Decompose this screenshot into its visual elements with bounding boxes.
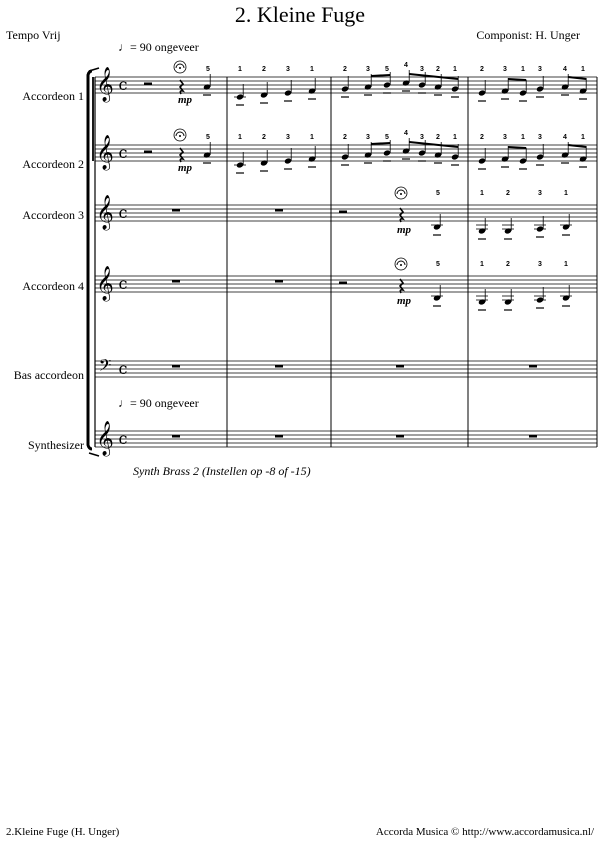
- treble-clef-icon: 𝄞: [96, 135, 114, 170]
- fingering-number: 3: [420, 66, 424, 73]
- dynamic-marking: mp: [396, 295, 412, 307]
- fingering-number: 5: [436, 261, 440, 268]
- fingering-number: 2: [480, 134, 484, 141]
- fingering-number: 2: [343, 134, 347, 141]
- beam: [508, 79, 526, 80]
- fingering-number: 1: [238, 134, 242, 141]
- fingering-number: 5: [385, 66, 389, 73]
- fingering-number: 5: [436, 190, 440, 197]
- fingering-number: 4: [563, 134, 567, 141]
- fingering-number: 2: [506, 261, 510, 268]
- quarter-rest: [400, 208, 403, 222]
- fermata-dot: [179, 67, 181, 69]
- fingering-number: 1: [581, 66, 585, 73]
- fingering-number: 3: [538, 66, 542, 73]
- whole-rest: [172, 365, 180, 368]
- fingering-number: 1: [480, 261, 484, 268]
- fingering-number: 4: [404, 130, 408, 137]
- half-rest: [144, 83, 152, 86]
- quarter-rest: [180, 80, 183, 94]
- fingering-number: 1: [238, 66, 242, 73]
- quarter-note-icon: ♩: [118, 40, 130, 54]
- whole-rest: [529, 435, 537, 438]
- quarter-rest: [400, 279, 403, 293]
- fingering-number: 3: [503, 134, 507, 141]
- fermata-dot: [179, 135, 181, 137]
- fingering-number: 5: [206, 134, 210, 141]
- treble-clef-icon: 𝄞: [96, 421, 114, 456]
- system-bracket: [88, 71, 92, 449]
- whole-rest: [275, 365, 283, 368]
- fingering-number: 4: [563, 66, 567, 73]
- fingering-number: 2: [506, 190, 510, 197]
- fingering-number: 1: [521, 66, 525, 73]
- fingering-number: 1: [564, 190, 568, 197]
- time-signature: c: [118, 429, 128, 448]
- tempo-marking-text: = 90 ongeveer: [130, 40, 199, 54]
- fingering-number: 3: [366, 134, 370, 141]
- time-signature: c: [118, 75, 128, 94]
- fingering-number: 1: [480, 190, 484, 197]
- fingering-number: 2: [436, 66, 440, 73]
- fingering-number: 3: [420, 134, 424, 141]
- fingering-number: 2: [262, 66, 266, 73]
- fingering-number: 3: [286, 66, 290, 73]
- beam: [409, 74, 458, 79]
- fingering-number: 1: [564, 261, 568, 268]
- tempo-label: Tempo Vrij: [6, 28, 61, 42]
- quarter-rest: [180, 148, 183, 162]
- fingering-number: 2: [262, 134, 266, 141]
- dynamic-marking: mp: [177, 94, 193, 106]
- bass-clef-icon: 𝄢: [98, 355, 112, 379]
- fingering-number: 2: [480, 66, 484, 73]
- treble-clef-icon: 𝄞: [96, 195, 114, 230]
- footer-left: 2.Kleine Fuge (H. Unger): [6, 826, 120, 838]
- fingering-number: 1: [453, 134, 457, 141]
- instrument-label-synthesizer: Synthesizer: [28, 438, 84, 452]
- whole-rest: [275, 209, 283, 212]
- instrument-label-bas-accordeon: Bas accordeon: [13, 368, 84, 382]
- half-rest: [339, 282, 347, 285]
- quarter-note-icon: ♩: [118, 396, 130, 410]
- fingering-number: 1: [581, 134, 585, 141]
- time-signature: c: [118, 274, 128, 293]
- fingering-number: 2: [343, 66, 347, 73]
- fingering-number: 3: [503, 66, 507, 73]
- composer-credit: Componist: H. Unger: [476, 28, 580, 42]
- treble-clef-icon: 𝄞: [96, 67, 114, 102]
- whole-rest: [396, 435, 404, 438]
- fingering-number: 1: [453, 66, 457, 73]
- half-rest: [339, 211, 347, 214]
- dynamic-marking: mp: [396, 224, 412, 236]
- time-signature: c: [118, 203, 128, 222]
- fingering-number: 3: [538, 261, 542, 268]
- whole-rest: [172, 209, 180, 212]
- beam: [371, 143, 390, 144]
- whole-rest: [172, 280, 180, 283]
- tempo-marking-text: = 90 ongeveer: [130, 396, 199, 410]
- half-rest: [144, 151, 152, 154]
- fingering-number: 3: [538, 134, 542, 141]
- fingering-number: 1: [521, 134, 525, 141]
- instrument-label-accordeon-3: Accordeon 3: [22, 208, 84, 222]
- whole-rest: [275, 435, 283, 438]
- fingering-number: 1: [310, 66, 314, 73]
- whole-rest: [172, 435, 180, 438]
- fingering-number: 3: [538, 190, 542, 197]
- time-signature: c: [118, 143, 128, 162]
- dynamic-marking: mp: [177, 162, 193, 174]
- instrument-label-accordeon-2: Accordeon 2: [22, 157, 84, 171]
- footer-right: Accorda Musica © http://www.accordamusica.nl/: [375, 826, 594, 838]
- fingering-number: 1: [310, 134, 314, 141]
- instrument-label-accordeon-1: Accordeon 1: [22, 89, 84, 103]
- beam: [508, 147, 526, 148]
- beam: [409, 142, 458, 147]
- whole-rest: [275, 280, 283, 283]
- fingering-number: 2: [436, 134, 440, 141]
- fingering-number: 4: [404, 62, 408, 69]
- fingering-number: 5: [385, 134, 389, 141]
- instrument-label-accordeon-4: Accordeon 4: [22, 279, 84, 293]
- fingering-number: 3: [286, 134, 290, 141]
- beam: [371, 75, 390, 76]
- whole-rest: [529, 365, 537, 368]
- fermata-dot: [400, 193, 402, 195]
- fingering-number: 3: [366, 66, 370, 73]
- whole-rest: [396, 365, 404, 368]
- fermata-dot: [400, 264, 402, 266]
- treble-clef-icon: 𝄞: [96, 266, 114, 301]
- fingering-number: 5: [206, 66, 210, 73]
- synth-instruction: Synth Brass 2 (Instellen op -8 of -15): [133, 464, 311, 478]
- page-title: 2. Kleine Fuge: [234, 2, 366, 27]
- time-signature: c: [118, 359, 128, 378]
